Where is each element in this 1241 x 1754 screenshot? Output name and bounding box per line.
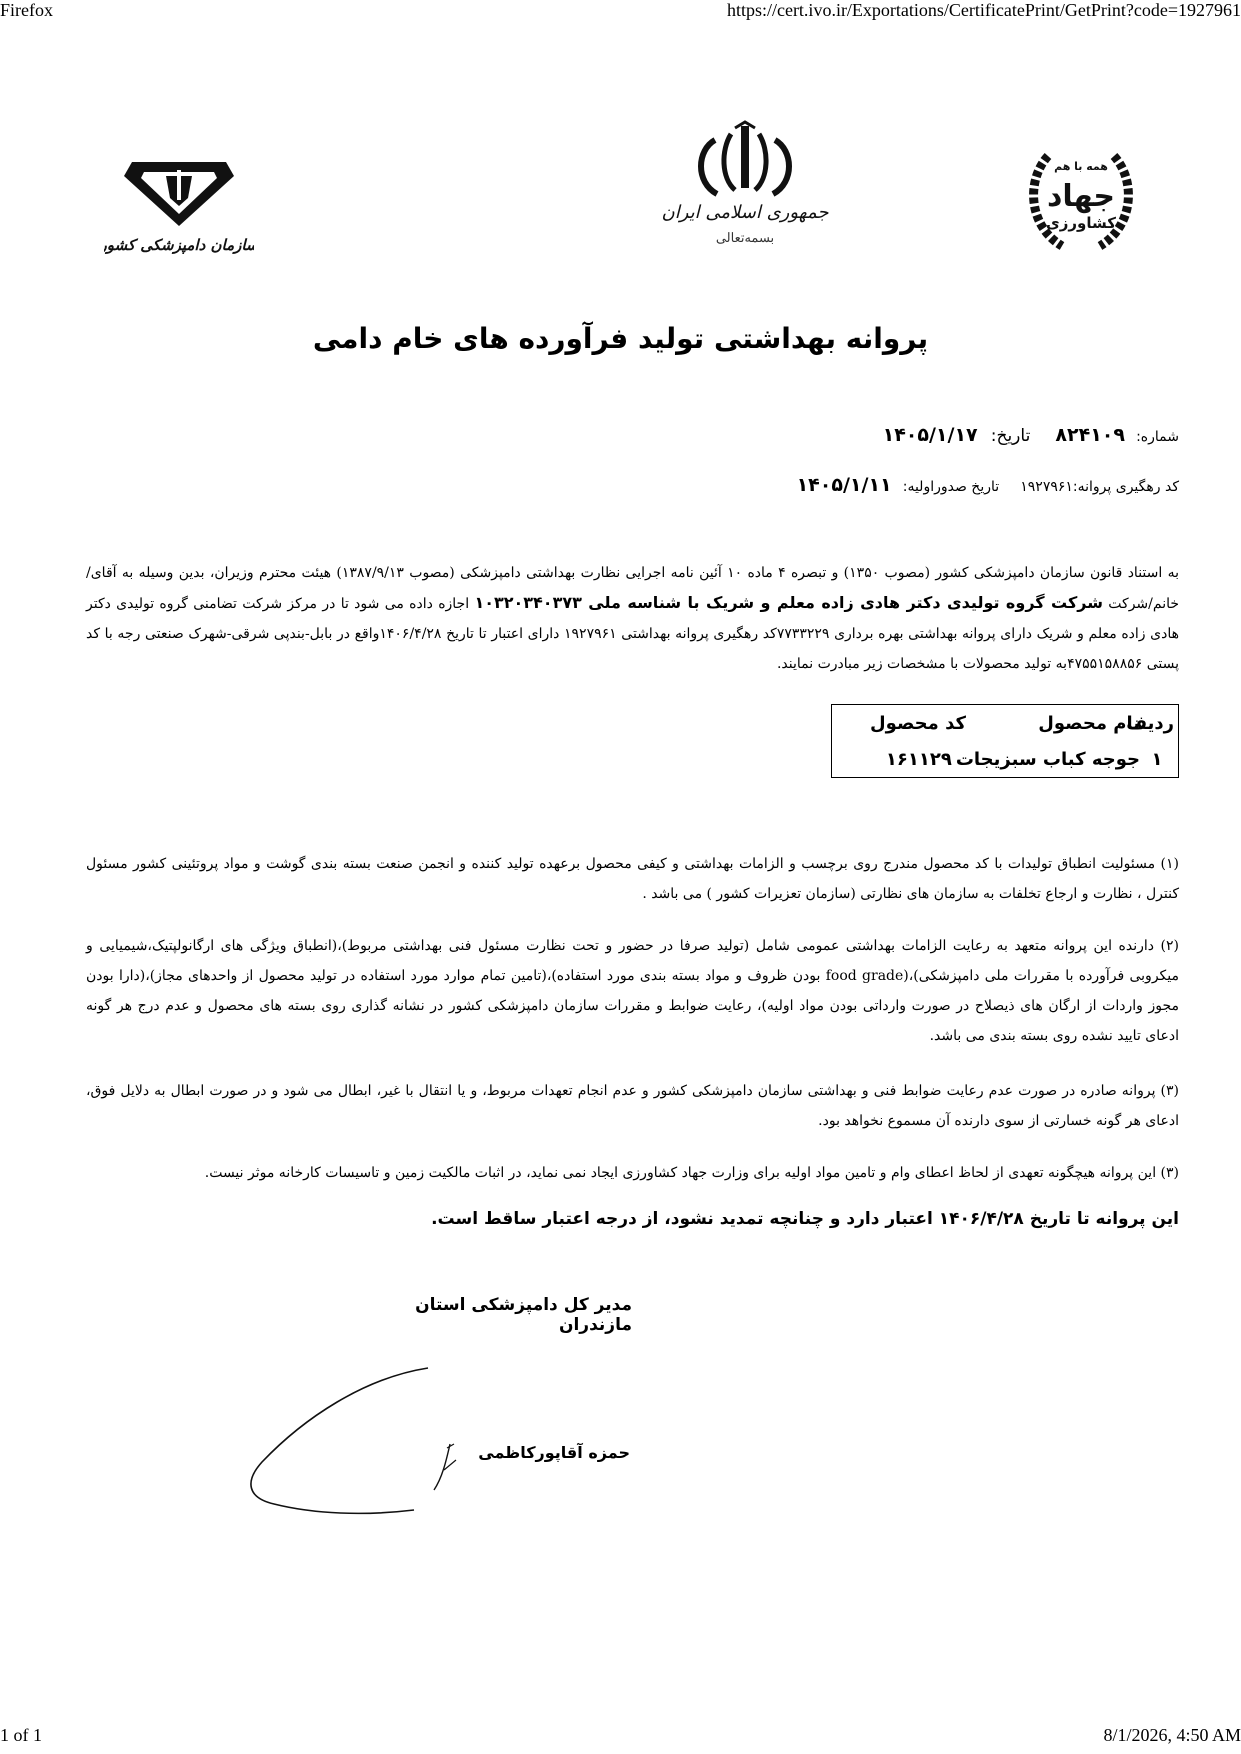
row-product-code: ۱۶۱۱۲۹ bbox=[885, 748, 952, 770]
iran-emblem-icon bbox=[655, 120, 835, 252]
svg-text:جمهوری اسلامی ایران: جمهوری اسلامی ایران bbox=[661, 202, 829, 223]
tracking-value: ۱۹۲۷۹۶۱ bbox=[1020, 479, 1073, 495]
clause-2: (۲) دارنده این پروانه متعهد به رعایت الزامات بهداشتی عمومی شامل (تولید صرفا در حضور و تحت نظارت مسئول فنی بهداشتی مربوط)،(انطباق ویژگی های ارگانولپتیک،شیمیایی و میکروبی فرآورده با مقررات ملی دامپزشکی)،(food grade بودن ظروف و مواد بسته بندی مورد استفاده)،(تامین تمام موارد مورد استفاده در تولید محصول از واحدهای مجاز)،(دارا بودن مجوز واردات از ارگان های ذیصلاح در صورت وارداتی بودن مواد اولیه)، رعایت ضوابط و مقررات سازمان دامپزشکی کشور در نشانه گذاری روی بسته های محصول و عدم درج هر گونه ادعای تایید نشده روی بسته بندی می باشد. bbox=[86, 938, 1179, 1044]
intro-text-2: اجازه داده می شود تا در مرکز شرکت تضامنی گروه تولیدی دکتر هادی زاده معلم و شریک دارای پروانه بهداشتی بهره برداری ۷۷۳۳۲۲۹کد رهگیری پروانه بهداشتی ۱۹۲۷۹۶۱ دارای اعتبار تا تاریخ ۱۴۰۶/۴/۲۸واقع در بابل-بندپی شرقی-شهرک صنعتی رجه با کد پستی ۴۷۵۵۱۵۸۸۵۶به تولید محصولات با مشخصات زیر مبادرت نمایند. bbox=[86, 596, 1180, 672]
clause-1: (۱) مسئولیت انطباق تولیدات با کد محصول مندرج روی برچسب و الزامات بهداشتی و کیفی محصول برعهده تولید کننده و انجمن صنعت بسته بندی گوشت و مواد پروتئینی کشور مسئول کنترل ، نظارت و ارجاع تخلفات به سازمان های نظارتی (سازمان تعزیرات کشور ) می باشد . bbox=[86, 856, 1179, 902]
table-row bbox=[832, 741, 1178, 777]
print-footer-page: 1 of 1 bbox=[0, 1725, 42, 1745]
print-header-url: https://cert.ivo.ir/Exportations/CertificatePrint/GetPrint?code=1927961 bbox=[726, 0, 1241, 20]
header-code: کد محصول bbox=[870, 712, 966, 734]
svg-text:جهاد: جهاد bbox=[1046, 179, 1116, 214]
row-index: ۱ bbox=[1151, 748, 1163, 770]
svg-text:سازمان دامپزشکی کشور: سازمان دامپزشکی کشور bbox=[104, 236, 254, 254]
product-table bbox=[831, 704, 1179, 778]
jihad-agriculture-logo bbox=[1018, 140, 1144, 260]
intro-company-bold: شرکت گروه تولیدی دکتر هادی زاده معلم و شریک با شناسه ملی ۱۰۳۲۰۳۴۰۳۷۳ bbox=[474, 593, 1103, 612]
veterinary-org-logo-icon bbox=[104, 142, 254, 258]
signature-icon bbox=[244, 1358, 484, 1548]
tracking-label: کد رهگیری پروانه: bbox=[1072, 479, 1179, 495]
header-name: نام محصول bbox=[1038, 712, 1140, 734]
svg-text:کشاورزی: کشاورزی bbox=[1046, 214, 1116, 232]
print-footer-datetime: 8/1/2026, 4:50 AM bbox=[1103, 1725, 1241, 1745]
signature-image bbox=[244, 1358, 484, 1548]
number-label: شماره: bbox=[1136, 429, 1179, 445]
svg-text:همه با هم: همه با هم bbox=[1054, 160, 1108, 173]
document-title: پروانه بهداشتی تولید فرآورده های خام دامی bbox=[312, 322, 929, 355]
iran-emblem bbox=[655, 120, 835, 252]
header-index: ردیف bbox=[1126, 712, 1174, 734]
clause-3: (۳) پروانه صادره در صورت عدم رعایت ضوابط فنی و بهداشتی سازمان دامپزشکی کشور و عدم انجام تعهدات مربوط، و یا انتقال با غیر، ابطال می شود و در صورت ابطال به دلایل فوق، ادعای هر گونه خسارتی از سوی دارنده آن مسموع نخواهد بود. bbox=[86, 1083, 1179, 1129]
intro-paragraph bbox=[86, 558, 1179, 679]
veterinary-org-logo bbox=[104, 142, 254, 258]
svg-text:بسمه‌تعالی: بسمه‌تعالی bbox=[715, 231, 775, 246]
product-table-header bbox=[832, 705, 1178, 741]
date-label: تاریخ: bbox=[990, 426, 1031, 446]
issue-date-value: ۱۴۰۵/۱/۱۱ bbox=[796, 474, 892, 496]
signer-title: مدیر کل دامپزشکی استان مازندران bbox=[415, 1295, 632, 1335]
number-date-line bbox=[877, 424, 1179, 446]
intro-text-1: به استناد قانون سازمان دامپزشکی کشور (مصوب ۱۳۵۰) و تبصره ۴ ماده ۱۰ آئین نامه اجرایی نظارت بهداشتی دامپزشکی (مصوب ۱۳۸۷/۹/۱۳) هیئت محترم وزیران، بدین وسیله به آقای/خانم/شرکت bbox=[86, 565, 1180, 612]
row-product-name: جوجه کباب سبزیجات bbox=[955, 748, 1140, 770]
clause-4: (۳) این پروانه هیچگونه تعهدی از لحاظ اعطای وام و تامین مواد اولیه برای وزارت جهاد کشاورزی ایجاد نمی نماید، در اثبات مالکیت زمین و تاسیسات کارخانه موثر نیست. bbox=[204, 1165, 1179, 1181]
issue-date-label: تاریخ صدوراولیه: bbox=[902, 479, 1000, 495]
tracking-issue-line bbox=[791, 474, 1179, 496]
number-value: ۸۲۴۱۰۹ bbox=[1055, 424, 1125, 446]
date-value: ۱۴۰۵/۱/۱۷ bbox=[882, 424, 978, 446]
print-header-browser: Firefox bbox=[0, 0, 53, 20]
validity-statement: این پروانه تا تاریخ ۱۴۰۶/۴/۲۸ اعتبار دارد و چنانچه تمدید نشود، از درجه اعتبار ساقط است. bbox=[431, 1209, 1179, 1229]
signer-name: حمزه آقاپورکاظمی bbox=[478, 1443, 630, 1462]
jihad-agriculture-logo-icon bbox=[1018, 140, 1144, 260]
